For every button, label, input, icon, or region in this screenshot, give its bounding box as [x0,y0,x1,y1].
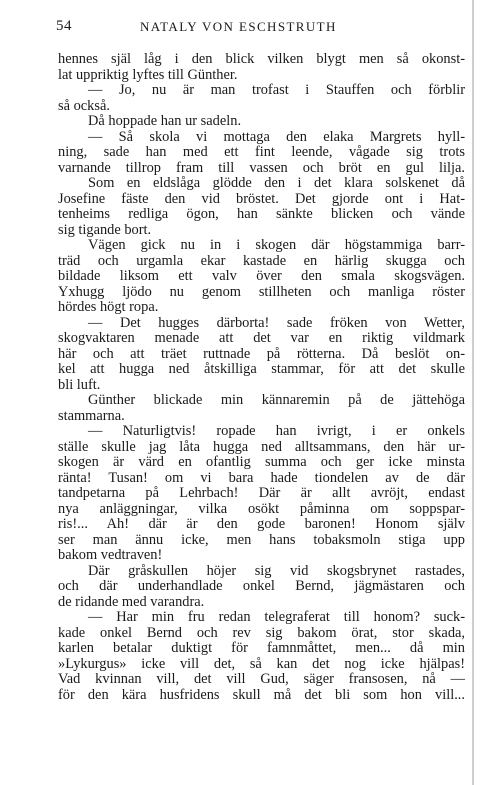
text-line: de ridande med varandra. [58,594,205,610]
running-title: NATALY VON ESCHSTRUTH [140,19,337,34]
text-line: bildade liksom ett valv över den smala skogsvägen. [58,269,465,284]
text-line: träd och urgamla ekar kastade en härlig skugga och [58,253,465,269]
text-line: — Jo, nu är man trofast i Stauffen och förblir [88,83,465,98]
text-line: Vad kvinnan vill, det vill Gud, säger fransosen, nå — [58,672,465,687]
page-edge-divider [472,0,474,785]
text-line: varnande tillrop fram till vassen och bröt en gul lilja. [58,160,465,176]
text-line: här och att träet ruttnade på rötterna. Då beslöt on- [58,346,465,362]
text-line: skogen är värd en ofantlig summa och ger icke minsta [58,455,465,470]
text-line: stammarna. [58,408,125,424]
text-line: — Har min fru redan telegraferat till honom? suck- [88,610,465,625]
page-number: 54 [56,18,72,34]
body-text [58,52,465,703]
text-line: — Naturligtvis! ropade han ivrigt, i er onkels [88,424,465,439]
text-line: — Så skola vi mottaga den elaka Margrets hyll- [88,129,465,145]
text-line: Günther blickade min kännaremin på de jättehöga [88,393,465,408]
text-line: ning, sade han med ett fint leende, vågade sig trots [58,145,465,160]
text-line: »Lykurgus» icke vill det, så kan det nog icke hjälpas! [58,656,465,672]
text-line: ser man ännu icke, men hans tobaksmoln stiga upp [58,532,465,548]
text-line: Yxhugg ljödo nu genom stillheten och manliga röster [58,284,465,300]
text-line: tenheims redliga ögon, han sänkte blicken och vände [58,207,465,222]
text-line: för den kära husfridens skull må det bli som hon vill... [58,687,465,703]
text-line: hördes högt ropa. [58,300,159,315]
text-line: Som en eldslåga glödde den i det klara solskenet då [88,176,465,191]
text-line: och där underhandlade onkel Bernd, jägmästaren och [58,579,465,594]
page-header [56,18,466,38]
text-line: Då hoppade han ur sadeln. [88,114,242,129]
text-line: ris!... Ah! där är den gode baronen! Honom själv [58,517,465,532]
text-line: skogvaktaren menade att det var en riktig vildmark [58,331,465,346]
text-line: bli luft. [58,377,101,393]
text-line: ränta! Tusan! om vi bara hade tiondelen av de där [58,470,465,486]
text-line: så också. [58,98,110,114]
text-line: Vägen gick nu in i skogen där högstammiga barr- [88,238,465,253]
text-line: kel att hugga ned åtskilliga stammar, för att det skulle [58,362,465,377]
text-line: hennes själ låg i den blick vilken blygt men så okonst- [58,52,465,67]
text-line: sig tigande bort. [58,222,152,238]
text-line: bakom vedtraven! [58,548,163,563]
text-line: Josefine fäste den vid bröstet. Det gjorde ont i Hat- [58,191,465,207]
text-line: Där gråskullen höjer sig vid skogsbrynet rastades, [88,563,465,579]
text-line: kade onkel Bernd och rev sig bakom örat, stor skada, [58,625,465,641]
text-line: tandpetarna på Lehrbach! Där är allt avröjt, endast [58,486,465,501]
text-line: nya anläggningar, vilka osökt påminna om soppspar- [58,501,465,517]
text-line: karlen betalar duktigt för famnmåttet, men... då min [58,641,465,656]
text-line: lat uppriktig lyftes till Günther. [58,67,238,83]
text-line: — Det hugges därborta! sade fröken von Wetter, [88,315,465,331]
text-line: ställe skulle jag låta hugga ned alltsammans, den här ur- [58,439,465,455]
